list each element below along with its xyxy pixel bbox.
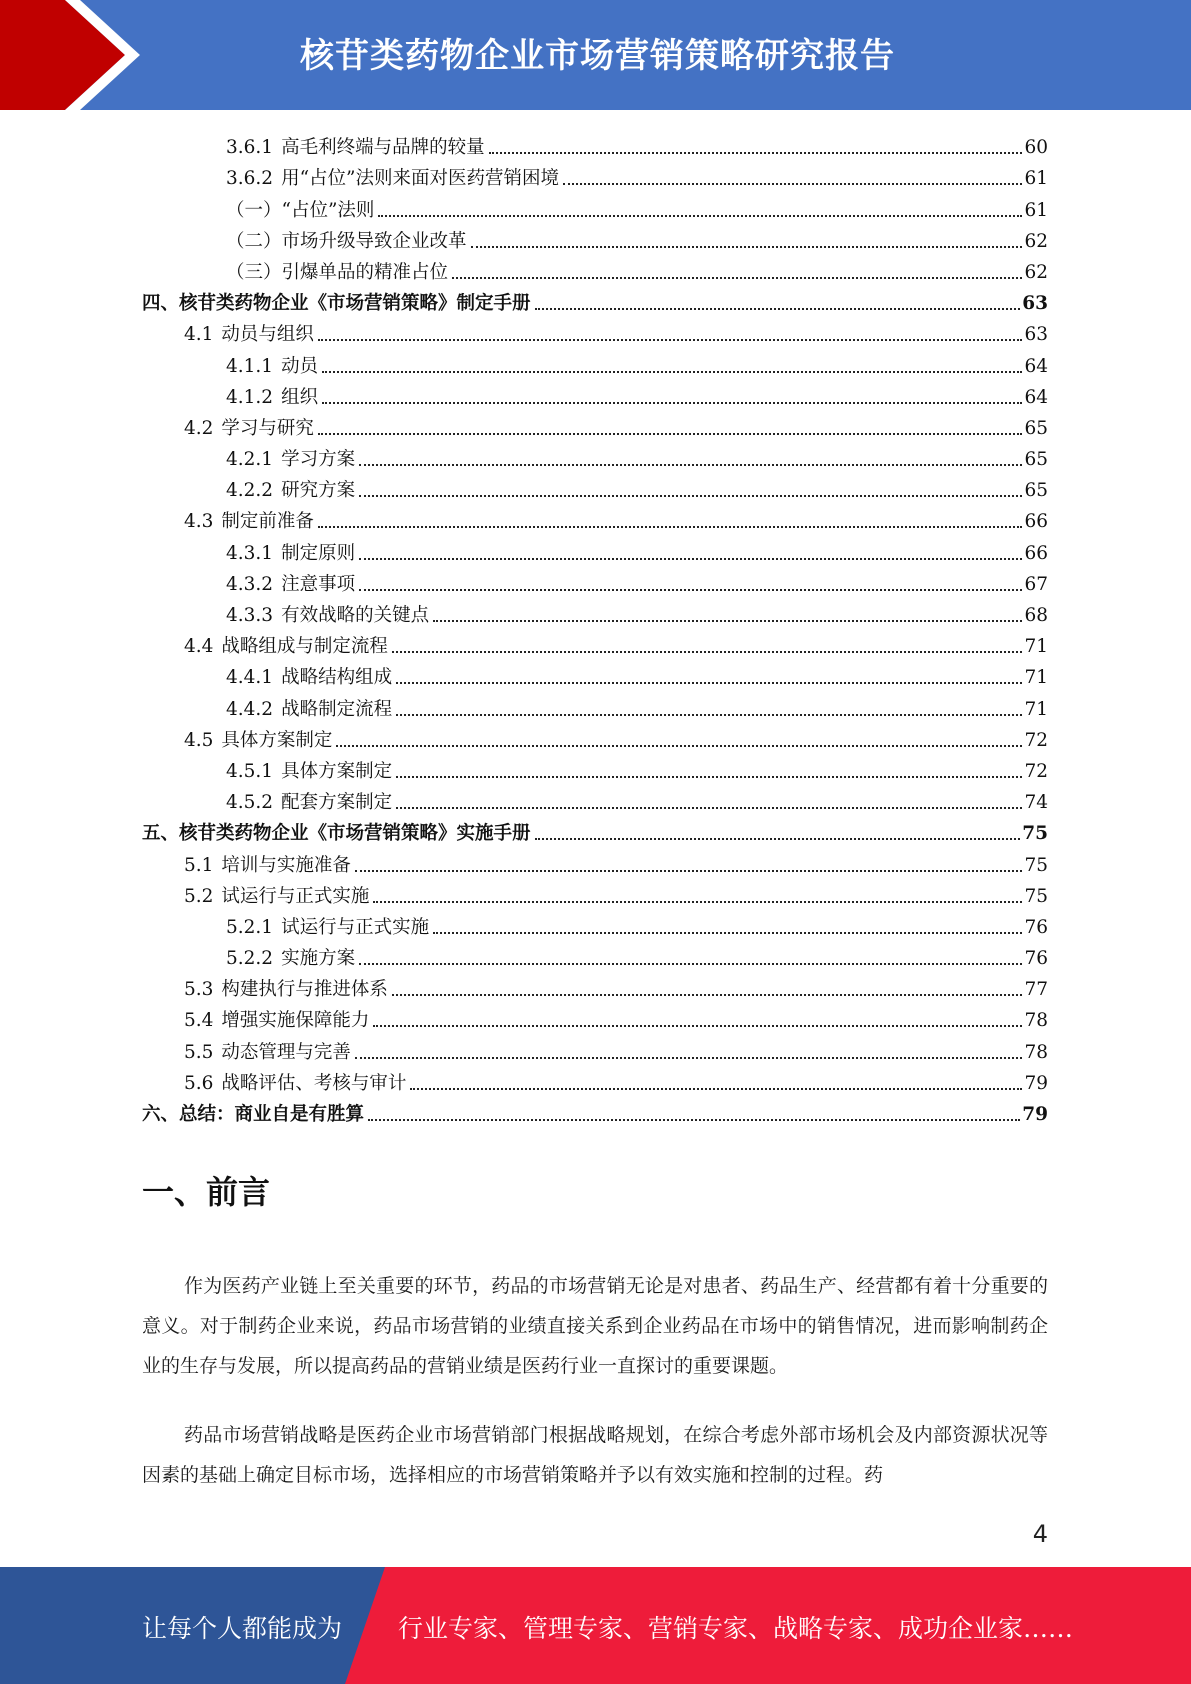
report-title: 核苷类药物企业市场营销策略研究报告 [300, 36, 895, 76]
toc-entry-title: 动态管理与完善 [221, 1041, 351, 1063]
toc-entry[interactable] [142, 814, 1048, 845]
toc-entry-title: 制定前准备 [221, 511, 314, 533]
toc-entry-page: 61 [1024, 168, 1048, 190]
toc-entry-number: 5.1 [184, 854, 214, 876]
table-of-contents [142, 128, 1048, 1126]
toc-entry-page: 72 [1024, 760, 1048, 782]
toc-entry-page: 65 [1024, 449, 1048, 471]
toc-entry-page: 67 [1024, 573, 1048, 595]
toc-entry-number: 4.1.2 [226, 386, 274, 408]
toc-entry-number: 4.2 [184, 417, 214, 439]
toc-entry-number: 4.3.1 [226, 542, 274, 564]
toc-entry[interactable] [142, 565, 1048, 596]
toc-entry-title: （一）“占位”法则 [226, 199, 375, 221]
toc-entry-number: 4.3.3 [226, 605, 274, 626]
toc-entry[interactable] [142, 596, 1048, 627]
toc-entry-title: （三）引爆单品的精准占位 [226, 261, 449, 283]
toc-entry-title: 学习与研究 [221, 417, 314, 439]
toc-entry[interactable] [142, 752, 1048, 783]
toc-entry-title: 学习方案 [281, 449, 356, 471]
toc-entry-page: 63 [1022, 293, 1048, 315]
toc-entry[interactable] [142, 128, 1048, 159]
toc-entry-title: 增强实施保障能力 [221, 1010, 370, 1032]
toc-entry[interactable] [142, 440, 1048, 471]
toc-entry[interactable] [142, 627, 1048, 658]
toc-entry[interactable] [142, 284, 1048, 315]
toc-entry-page: 65 [1024, 417, 1048, 439]
toc-dot-leader [392, 993, 1023, 996]
toc-entry-page: 68 [1024, 605, 1048, 626]
toc-dot-leader [336, 744, 1022, 747]
toc-entry-page: 78 [1024, 1010, 1048, 1032]
toc-entry-number: 3.6.1 [226, 137, 274, 159]
toc-entry-number: 4.4.1 [226, 667, 274, 689]
toc-entry[interactable] [142, 877, 1048, 908]
paragraph: 药品市场营销战略是医药企业市场营销部门根据战略规划，在综合考虑外部市场机会及内部资源状况等因素的基础上确定目标市场，选择相应的市场营销策略并予以有效实施和控制的过程。药 [142, 1424, 1048, 1486]
toc-entry-page: 78 [1024, 1041, 1048, 1063]
footer-slogan-right: 行业专家、管理专家、营销专家、战略专家、成功企业家…… [398, 1614, 1074, 1643]
toc-entry-number: 5.3 [184, 979, 214, 1001]
toc-entry-title: 具体方案制定 [281, 760, 393, 782]
toc-dot-leader [535, 307, 1021, 310]
toc-entry-title: 高毛利终端与品牌的较量 [281, 137, 485, 159]
toc-dot-leader [563, 182, 1022, 185]
toc-entry-title: 战略评估、考核与审计 [221, 1072, 407, 1094]
page-header [0, 0, 1191, 110]
toc-entry-page: 79 [1022, 1104, 1048, 1125]
toc-entry[interactable] [142, 315, 1048, 346]
toc-dot-leader [355, 869, 1023, 872]
toc-dot-leader [359, 588, 1022, 591]
toc-entry-title: 动员 [281, 355, 319, 377]
toc-dot-leader [378, 214, 1022, 217]
toc-entry-page: 75 [1024, 854, 1048, 876]
toc-dot-leader [318, 525, 1023, 528]
chevron-decoration [0, 0, 160, 110]
toc-entry[interactable] [142, 190, 1048, 221]
toc-entry-page: 66 [1024, 542, 1048, 564]
toc-entry[interactable] [142, 721, 1048, 752]
toc-entry-page: 74 [1024, 792, 1048, 814]
toc-dot-leader [396, 806, 1022, 809]
toc-entry-title: 实施方案 [281, 948, 356, 970]
toc-entry-page: 64 [1024, 386, 1048, 408]
toc-entry[interactable] [142, 253, 1048, 284]
toc-entry-page: 72 [1024, 729, 1048, 751]
toc-dot-leader [359, 962, 1022, 965]
toc-entry[interactable] [142, 845, 1048, 876]
toc-entry[interactable] [142, 346, 1048, 377]
toc-entry-number: 4.5.2 [226, 792, 274, 814]
toc-entry-number: 4.1 [184, 324, 214, 346]
toc-entry-number: 4.4.2 [226, 698, 274, 720]
toc-dot-leader [433, 619, 1022, 622]
section-title: 一、前言 [142, 1173, 271, 1211]
toc-entry[interactable] [142, 533, 1048, 564]
toc-entry-title: 制定原则 [281, 542, 356, 564]
toc-entry-page: 71 [1024, 636, 1048, 658]
toc-entry[interactable] [142, 689, 1048, 720]
toc-entry-page: 79 [1024, 1072, 1048, 1094]
toc-entry-number: 4.2.1 [226, 449, 274, 471]
toc-entry-page: 63 [1024, 324, 1048, 346]
toc-entry[interactable] [142, 658, 1048, 689]
toc-entry[interactable] [142, 502, 1048, 533]
toc-dot-leader [433, 931, 1022, 934]
toc-dot-leader [471, 245, 1023, 248]
toc-dot-leader [410, 1087, 1022, 1090]
paragraph: 作为医药产业链上至关重要的环节，药品的市场营销无论是对患者、药品生产、经营都有着十分重要的意义。对于制药企业来说，药品市场营销的业绩直接关系到企业药品在市场中的销售情况，进而影响制药企业的生存与发展，所以提高药品的营销业绩是医药行业一直探讨的重要课题。 [142, 1275, 1048, 1377]
page-footer [0, 1567, 1191, 1684]
toc-dot-leader [322, 401, 1022, 404]
toc-entry[interactable] [142, 378, 1048, 409]
toc-entry-title: （二）市场升级导致企业改革 [226, 230, 467, 252]
toc-entry-title: 战略结构组成 [281, 667, 393, 689]
toc-entry[interactable] [142, 783, 1048, 814]
toc-entry-number: 5.4 [184, 1010, 214, 1032]
toc-entry-page: 75 [1022, 823, 1048, 845]
toc-entry[interactable] [142, 222, 1048, 253]
toc-entry-page: 65 [1024, 480, 1048, 502]
toc-entry-title: 战略制定流程 [281, 698, 393, 720]
toc-entry-number: 5.6 [184, 1072, 214, 1094]
toc-entry-number: 5.2.1 [226, 916, 274, 938]
toc-entry-page: 71 [1024, 698, 1048, 720]
toc-entry-title: 研究方案 [281, 480, 356, 502]
toc-dot-leader [396, 681, 1022, 684]
toc-entry-title: 注意事项 [281, 573, 356, 595]
toc-entry-page: 76 [1024, 916, 1048, 938]
toc-entry-title: 战略组成与制定流程 [221, 636, 388, 658]
toc-entry-number: 5.2.2 [226, 948, 274, 970]
toc-entry-title: 培训与实施准备 [221, 854, 351, 876]
toc-entry-title: 用“占位”法则来面对医药营销困境 [281, 168, 559, 190]
toc-entry-page: 71 [1024, 667, 1048, 689]
toc-entry-title: 四、核苷类药物企业《市场营销策略》制定手册 [142, 293, 531, 315]
toc-dot-leader [318, 432, 1023, 435]
footer-slogan-left: 让每个人都能成为 [142, 1614, 343, 1643]
toc-dot-leader [396, 713, 1022, 716]
toc-entry[interactable] [142, 908, 1048, 939]
toc-entry[interactable] [142, 1001, 1048, 1032]
toc-dot-leader [396, 775, 1022, 778]
toc-entry-page: 60 [1024, 137, 1048, 159]
toc-dot-leader [318, 338, 1023, 341]
toc-dot-leader [373, 900, 1022, 903]
toc-entry-page: 64 [1024, 355, 1048, 377]
toc-dot-leader [535, 837, 1021, 840]
toc-entry[interactable] [142, 159, 1048, 190]
toc-dot-leader [368, 1118, 1020, 1121]
toc-entry[interactable] [142, 1095, 1048, 1126]
toc-entry-number: 3.6.2 [226, 168, 274, 190]
toc-entry-page: 75 [1024, 885, 1048, 907]
toc-entry-page: 77 [1024, 979, 1048, 1001]
toc-dot-leader [392, 650, 1023, 653]
toc-dot-leader [373, 1024, 1022, 1027]
toc-entry[interactable] [142, 471, 1048, 502]
toc-entry[interactable] [142, 970, 1048, 1001]
toc-entry-page: 62 [1024, 230, 1048, 252]
toc-entry-number: 4.1.1 [226, 355, 274, 377]
toc-entry-number: 4.3 [184, 511, 214, 533]
toc-entry-page: 61 [1024, 199, 1048, 221]
toc-entry-title: 配套方案制定 [281, 792, 393, 814]
toc-entry-title: 构建执行与推进体系 [221, 979, 388, 1001]
toc-entry-number: 4.2.2 [226, 480, 274, 502]
toc-entry[interactable] [142, 1032, 1048, 1063]
toc-entry[interactable] [142, 409, 1048, 440]
toc-dot-leader [359, 463, 1022, 466]
toc-entry[interactable] [142, 939, 1048, 970]
toc-entry-number: 4.5.1 [226, 760, 274, 782]
toc-entry-page: 76 [1024, 948, 1048, 970]
toc-entry-number: 4.3.2 [226, 573, 274, 595]
toc-entry-number: 4.5 [184, 729, 214, 751]
toc-dot-leader [359, 557, 1022, 560]
toc-entry-title: 组织 [281, 386, 319, 408]
toc-entry-title: 五、核苷类药物企业《市场营销策略》实施手册 [142, 823, 531, 845]
toc-entry-number: 4.4 [184, 636, 214, 658]
toc-dot-leader [355, 1056, 1023, 1059]
toc-dot-leader [489, 151, 1023, 154]
toc-entry-title: 六、总结：商业自是有胜算 [142, 1104, 365, 1125]
toc-entry-page: 66 [1024, 511, 1048, 533]
toc-entry-title: 试运行与正式实施 [281, 916, 430, 938]
toc-entry-title: 有效战略的关键点 [281, 605, 430, 626]
toc-entry[interactable] [142, 1064, 1048, 1095]
toc-entry-page: 62 [1024, 261, 1048, 283]
toc-entry-number: 5.2 [184, 885, 214, 907]
toc-entry-title: 动员与组织 [221, 324, 314, 346]
toc-dot-leader [322, 370, 1022, 373]
toc-dot-leader [452, 276, 1022, 279]
toc-entry-title: 具体方案制定 [221, 729, 333, 751]
toc-dot-leader [359, 494, 1022, 497]
toc-entry-number: 5.5 [184, 1041, 214, 1063]
page-number: 4 [1032, 1520, 1048, 1548]
toc-entry-title: 试运行与正式实施 [221, 885, 370, 907]
